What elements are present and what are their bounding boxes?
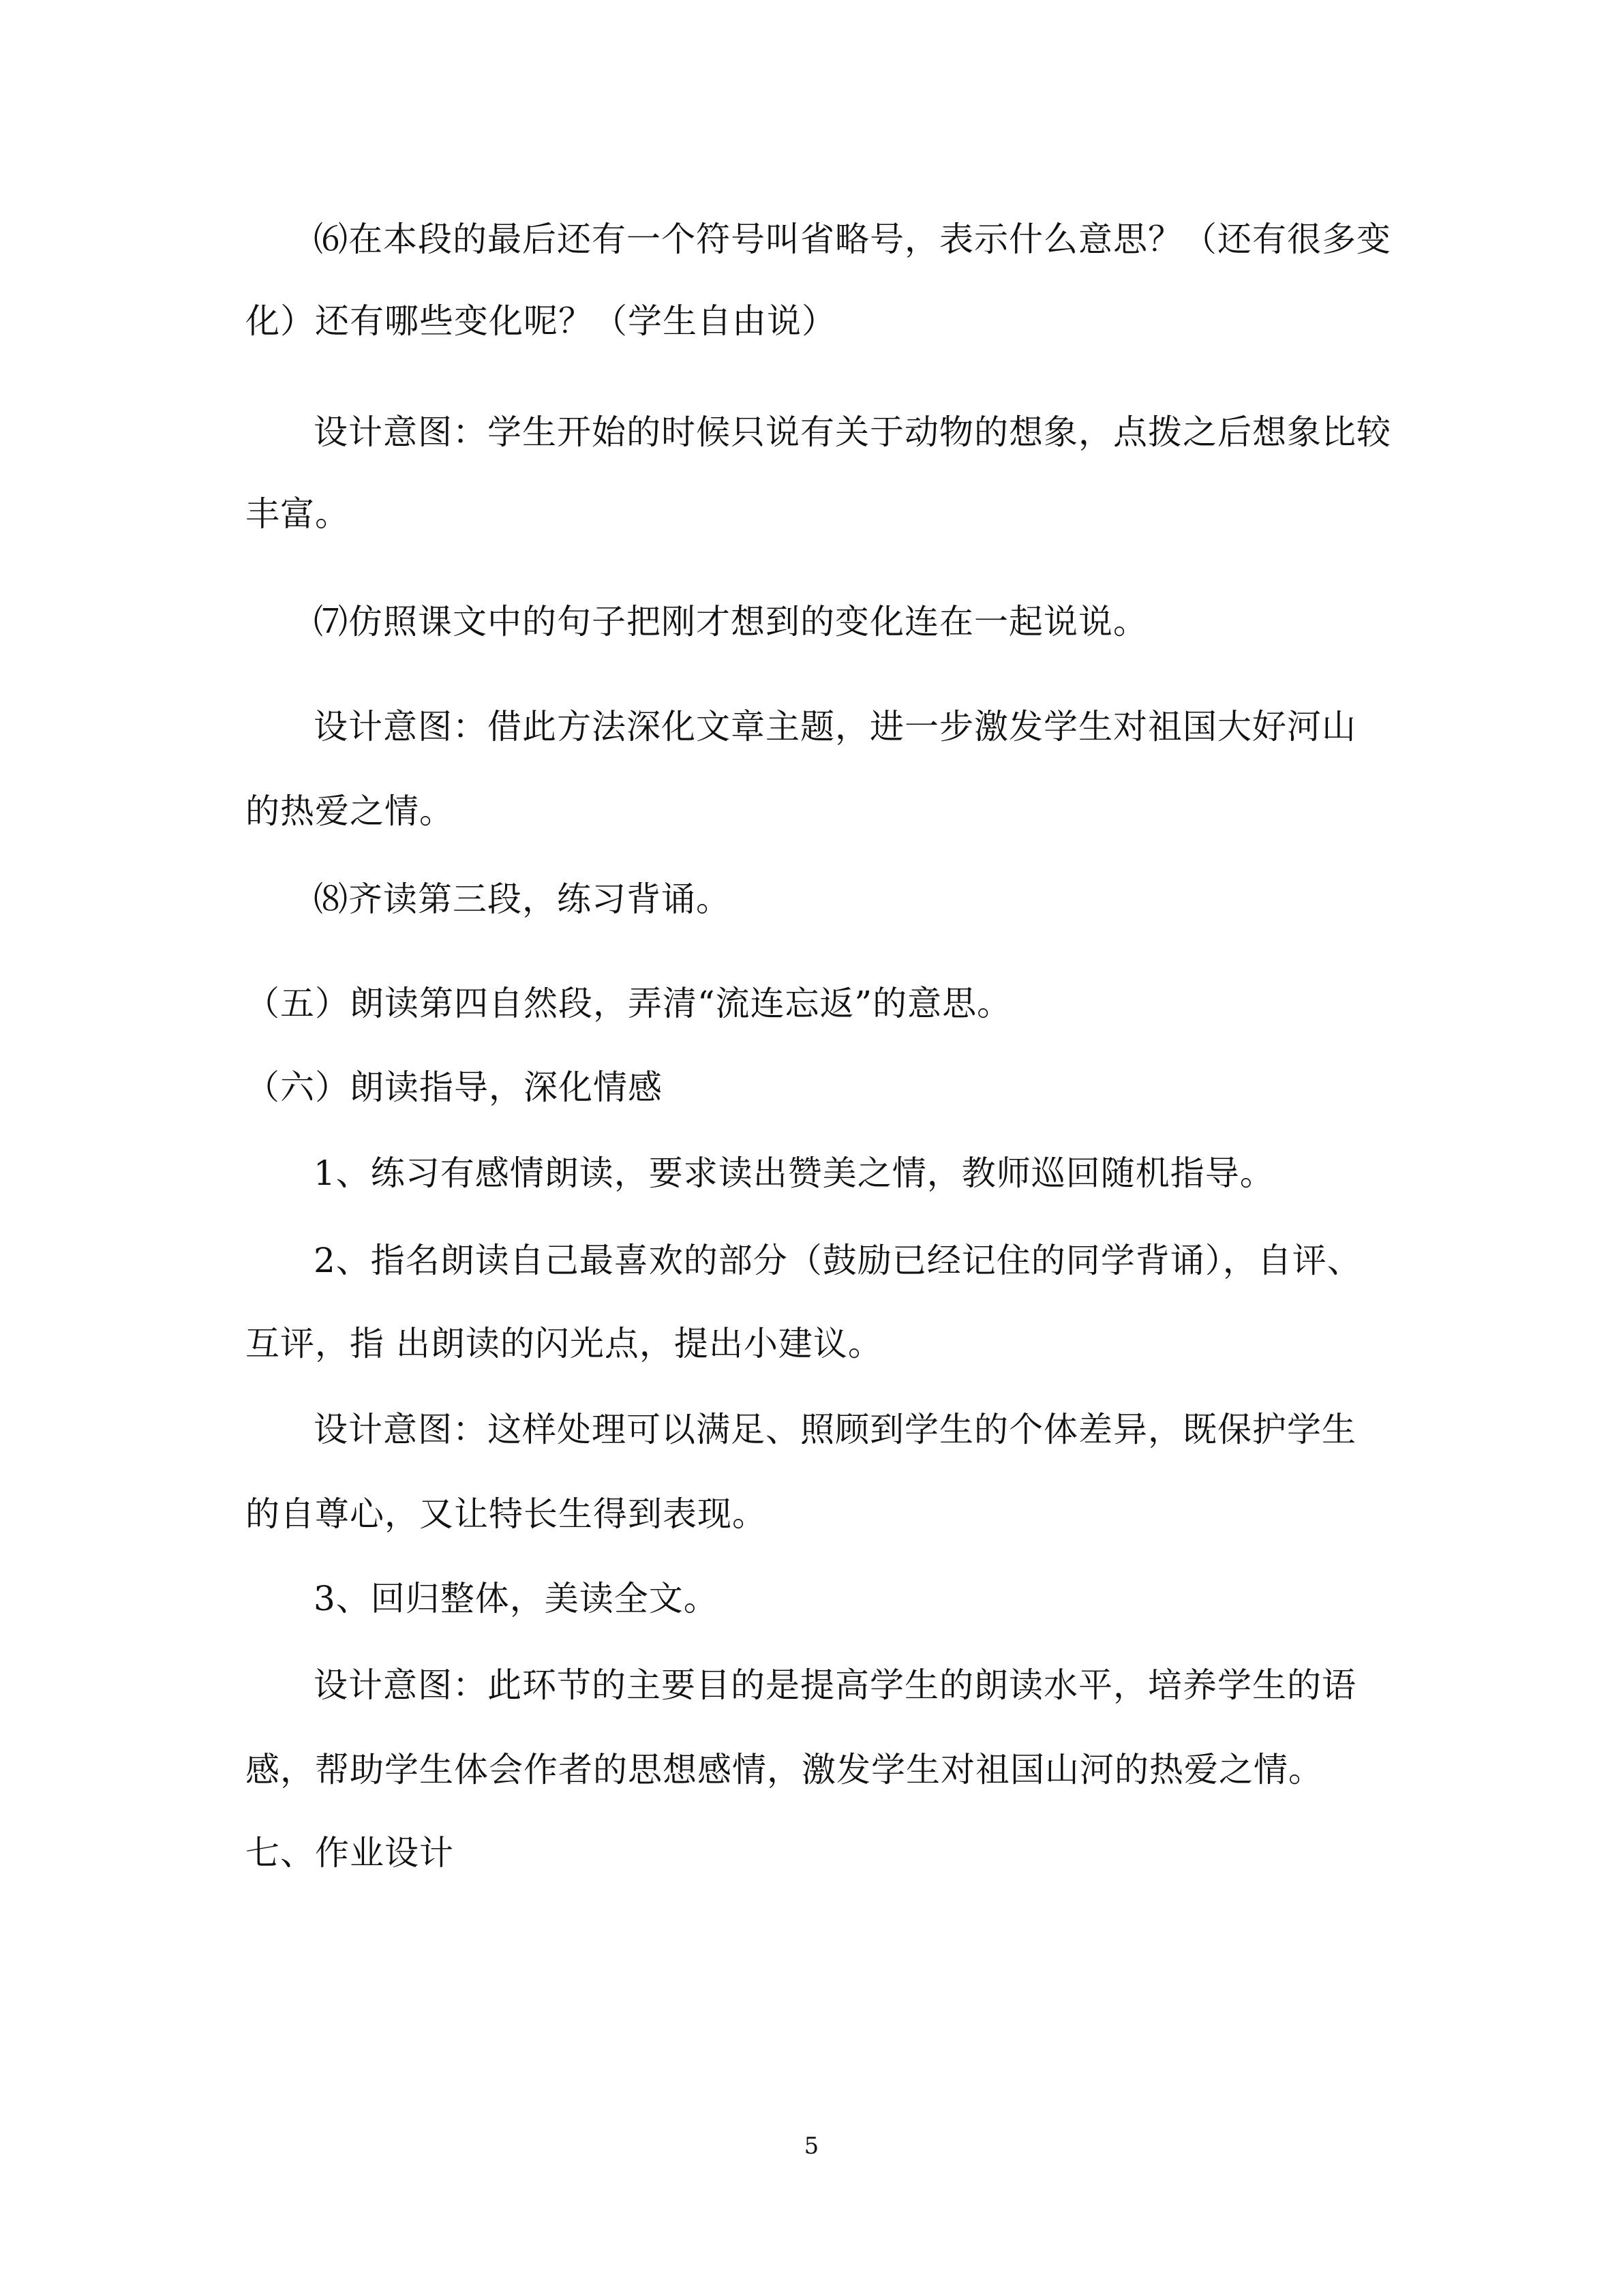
page-number: 5: [804, 2132, 819, 2160]
design-intent-line: 设计意图：这样处理可以满足、照顾到学生的个体差异，既保护学生: [314, 1410, 1356, 1449]
paragraph-line: ⑻齐读第三段，练习背诵。: [314, 879, 731, 919]
paragraph-line: ⑹在本段的最后还有一个符号叫省略号，表示什么意思？（还有很多变: [314, 220, 1391, 259]
paragraph-line: 3、回归整体，美读全文。: [314, 1579, 718, 1618]
section-heading: （六）朗读指导，深化情感: [245, 1068, 663, 1107]
section-heading: （五）朗读第四自然段，弄清“流连忘返”的意思。: [245, 984, 1012, 1023]
design-intent-line: 设计意图：借此方法深化文章主题，进一步激发学生对祖国大好河山: [314, 707, 1356, 746]
design-intent-line: 丰富。: [245, 494, 350, 534]
design-intent-line: 感，帮助学生体会作者的思想感情，激发学生对祖国山河的热爱之情。: [245, 1750, 1323, 1789]
section-heading: 七、作业设计: [245, 1833, 454, 1873]
paragraph-line: 1、练习有感情朗读，要求读出赞美之情，教师巡回随机指导。: [314, 1153, 1275, 1193]
paragraph-line: 化）还有哪些变化呢？（学生自由说）: [245, 301, 836, 341]
design-intent-line: 的热爱之情。: [245, 791, 454, 831]
paragraph-line: 互评，指 出朗读的闪光点，提出小建议。: [245, 1324, 883, 1363]
design-intent-line: 设计意图：学生开始的时候只说有关于动物的想象，点拨之后想象比较: [314, 412, 1391, 452]
design-intent-line: 的自尊心，又让特长生得到表现。: [245, 1494, 767, 1534]
design-intent-line: 设计意图：此环节的主要目的是提高学生的朗读水平，培养学生的语: [314, 1665, 1356, 1705]
paragraph-line: ⑺仿照课文中的句子把刚才想到的变化连在一起说说。: [314, 602, 1148, 641]
paragraph-line: 2、指名朗读自己最喜欢的部分（鼓励已经记住的同学背诵），自评、: [314, 1241, 1362, 1280]
